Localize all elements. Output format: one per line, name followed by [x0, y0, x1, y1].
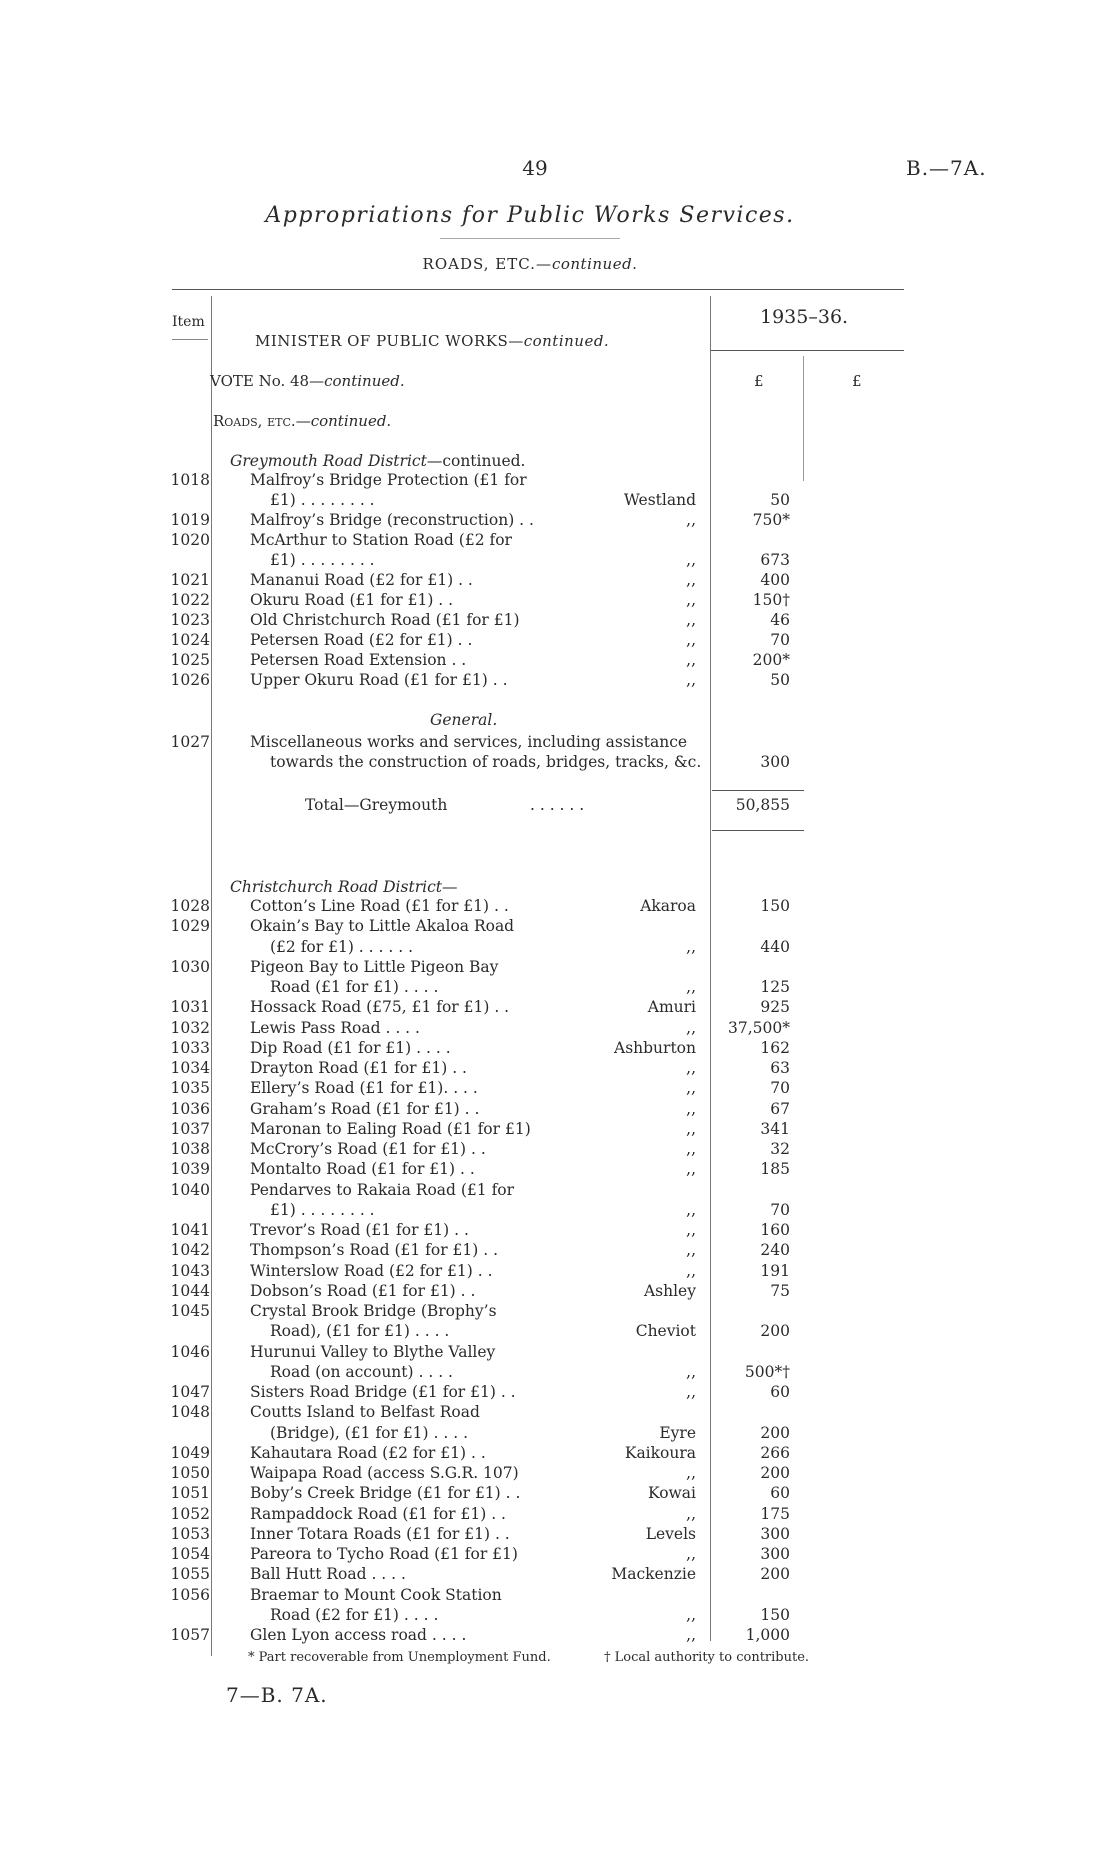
- item-description: Winterslow Road (£2 for £1) . .: [250, 1261, 493, 1280]
- table-row: [0, 571, 1114, 591]
- amount: 200: [760, 1464, 790, 1482]
- roads-heading: [213, 412, 391, 430]
- total-label: Total—Greymouth: [305, 796, 448, 814]
- amount: 341: [760, 1119, 790, 1138]
- item-number: 1057: [170, 1626, 210, 1644]
- amount: 32: [770, 1140, 790, 1158]
- item-number: 1051: [170, 1484, 210, 1503]
- amount: 70: [770, 1200, 790, 1219]
- district-name: ,,: [686, 1119, 696, 1138]
- table-row: [0, 1241, 1114, 1261]
- table-row: [0, 1545, 1114, 1565]
- item-number: 1038: [170, 1140, 210, 1158]
- amount: 266: [760, 1443, 790, 1462]
- item-number: 1041: [170, 1221, 210, 1239]
- item-number: 1035: [170, 1079, 210, 1098]
- greymouth-heading-rest: —continued.: [426, 452, 526, 470]
- item-description: (£2 for £1) . . . . . .: [270, 937, 413, 956]
- vote-main: VOTE No. 48—: [210, 372, 325, 390]
- page-subtitle: [0, 255, 1060, 273]
- vote-italic: continued.: [324, 372, 405, 390]
- district-name: ,,: [686, 1504, 696, 1523]
- district-name: ,,: [686, 1160, 696, 1179]
- item-number: 1040: [170, 1180, 210, 1199]
- amount: 191: [760, 1261, 790, 1280]
- district-name: ,,: [686, 571, 696, 589]
- table-row: [0, 1403, 1114, 1423]
- amount: 200*: [752, 651, 790, 669]
- item-number: 1029: [170, 917, 210, 936]
- table-row: [0, 917, 1114, 937]
- table-row: [0, 958, 1114, 978]
- christchurch-heading: Christchurch Road District—: [230, 878, 458, 896]
- item-description: Old Christchurch Road (£1 for £1): [250, 611, 520, 629]
- item-description: Road (£2 for £1) . . . .: [270, 1605, 439, 1624]
- item-description: Road (£1 for £1) . . . .: [270, 978, 439, 996]
- total-bottom-rule: [712, 830, 804, 831]
- district-name: ,,: [686, 651, 696, 669]
- amount: 50: [770, 671, 790, 689]
- item-description: Boby’s Creek Bridge (£1 for £1) . .: [250, 1484, 521, 1503]
- table-row: [0, 1525, 1114, 1545]
- item-number: 1018: [170, 471, 210, 489]
- table-row: [0, 1039, 1114, 1059]
- district-name: ,,: [686, 1099, 696, 1118]
- district-name: Westland: [623, 491, 696, 509]
- item-description: Petersen Road (£2 for £1) . .: [250, 631, 473, 649]
- table-row: [0, 511, 1114, 531]
- item-number: 1042: [170, 1241, 210, 1260]
- item-description: Kahautara Road (£2 for £1) . .: [250, 1443, 486, 1462]
- item-number: 1023: [170, 611, 210, 629]
- item-description: Montalto Road (£1 for £1) . .: [250, 1160, 475, 1179]
- item-description: Thompson’s Road (£1 for £1) . .: [250, 1241, 499, 1260]
- item-description: Glen Lyon access road . . . .: [250, 1626, 467, 1644]
- table-row: [0, 591, 1114, 611]
- district-name: ,,: [686, 1545, 696, 1563]
- general-description-line1: Miscellaneous works and services, including assistance: [250, 733, 688, 751]
- total-row: [0, 796, 1114, 816]
- item-number: 1025: [170, 651, 210, 669]
- item-number: 1047: [170, 1383, 210, 1401]
- item-number: 1024: [170, 631, 210, 649]
- item-description: Road (on account) . . . .: [270, 1362, 453, 1381]
- district-name: Amuri: [647, 998, 696, 1017]
- item-description: (Bridge), (£1 for £1) . . . .: [270, 1423, 469, 1442]
- item-description: Sisters Road Bridge (£1 for £1) . .: [250, 1383, 516, 1401]
- item-description: Drayton Road (£1 for £1) . .: [250, 1059, 467, 1077]
- table-row: [0, 1565, 1114, 1585]
- page-title: Appropriations for Public Works Services.: [265, 203, 795, 228]
- district-name: ,,: [686, 1059, 696, 1077]
- item-description: Ball Hutt Road . . . .: [250, 1565, 406, 1584]
- table-row: [0, 1606, 1114, 1626]
- item-description: Lewis Pass Road . . . .: [250, 1018, 420, 1037]
- district-name: ,,: [686, 1261, 696, 1280]
- district-name: ,,: [686, 551, 696, 569]
- table-row: [0, 1282, 1114, 1302]
- table-row: [0, 1181, 1114, 1201]
- item-description: Trevor’s Road (£1 for £1) . .: [250, 1221, 469, 1239]
- item-number: 1022: [170, 591, 210, 609]
- year-underline: [711, 350, 904, 351]
- item-description: Hurunui Valley to Blythe Valley: [250, 1342, 496, 1361]
- minister-heading: [255, 332, 609, 350]
- footnote-star: * Part recoverable from Unemployment Fund.: [248, 1650, 551, 1665]
- item-description: Inner Totara Roads (£1 for £1) . .: [250, 1524, 510, 1543]
- amount: 67: [770, 1099, 790, 1118]
- district-name: Cheviot: [635, 1322, 696, 1341]
- district-name: ,,: [686, 1140, 696, 1158]
- item-description: Crystal Brook Bridge (Brophy’s: [250, 1302, 497, 1320]
- district-name: Kaikoura: [624, 1443, 696, 1462]
- general-description-line2: towards the construction of roads, bridges, tracks, &c.: [270, 753, 702, 771]
- general-amount: 300: [760, 753, 790, 771]
- table-row: [0, 1221, 1114, 1241]
- amount: 440: [760, 937, 790, 956]
- general-row: [0, 733, 1114, 753]
- amount: 500*†: [744, 1362, 790, 1381]
- pound-symbol-right: £: [852, 372, 862, 390]
- table-row: [0, 651, 1114, 671]
- item-description: Dobson’s Road (£1 for £1) . .: [250, 1281, 476, 1300]
- amount: 50: [770, 491, 790, 509]
- amount: 673: [760, 551, 790, 569]
- amount: 1,000: [745, 1626, 790, 1644]
- amount: 150: [760, 897, 790, 915]
- district-name: ,,: [686, 1079, 696, 1098]
- footnote-dagger: † Local authority to contribute.: [604, 1650, 810, 1665]
- item-number: 1053: [170, 1524, 210, 1543]
- item-description: Cotton’s Line Road (£1 for £1) . .: [250, 897, 509, 915]
- item-description: £1) . . . . . . . .: [270, 551, 375, 569]
- table-row: [0, 1019, 1114, 1039]
- table-row: [0, 551, 1114, 571]
- district-name: ,,: [686, 1626, 696, 1644]
- table-row: [0, 1160, 1114, 1180]
- item-description: Dip Road (£1 for £1) . . . .: [250, 1038, 451, 1057]
- page-number: 49: [522, 156, 548, 180]
- table-row: [0, 1322, 1114, 1342]
- district-name: ,,: [686, 1362, 696, 1381]
- amount: 160: [760, 1221, 790, 1239]
- table-top-rule: [172, 289, 904, 290]
- amount: 60: [770, 1383, 790, 1401]
- item-number: 1037: [170, 1119, 210, 1138]
- table-row: [0, 1120, 1114, 1140]
- item-description: Coutts Island to Belfast Road: [250, 1403, 480, 1422]
- item-number: 1046: [170, 1342, 210, 1361]
- district-name: Kowai: [648, 1484, 696, 1503]
- item-number: 1049: [170, 1443, 210, 1462]
- amount-column-mid-divider: [803, 356, 804, 481]
- item-number: 1033: [170, 1038, 210, 1057]
- amount: 240: [760, 1241, 790, 1260]
- amount: 162: [760, 1038, 790, 1057]
- item-number: 1044: [170, 1281, 210, 1300]
- item-number: 1048: [170, 1403, 210, 1422]
- table-row: [0, 1383, 1114, 1403]
- table-row: [0, 1100, 1114, 1120]
- district-name: ,,: [686, 511, 696, 529]
- amount: 300: [760, 1545, 790, 1563]
- district-name: ,,: [686, 1221, 696, 1239]
- item-description: Malfroy’s Bridge Protection (£1 for: [250, 471, 527, 489]
- total-dots: . . . . . .: [530, 796, 585, 814]
- roads-italic: continued.: [310, 412, 392, 430]
- amount: 200: [760, 1565, 790, 1584]
- item-description: Pendarves to Rakaia Road (£1 for: [250, 1180, 515, 1199]
- district-name: ,,: [686, 611, 696, 629]
- district-name: ,,: [686, 1200, 696, 1219]
- greymouth-heading-italic: Greymouth Road District: [230, 452, 427, 470]
- item-description: Petersen Road Extension . .: [250, 651, 467, 669]
- district-name: Akaroa: [640, 897, 696, 915]
- table-row: [0, 1059, 1114, 1079]
- district-name: Eyre: [659, 1423, 696, 1442]
- item-description: Braemar to Mount Cook Station: [250, 1585, 502, 1604]
- item-description: Rampaddock Road (£1 for £1) . .: [250, 1504, 506, 1523]
- district-name: Levels: [645, 1524, 696, 1543]
- district-name: ,,: [686, 978, 696, 996]
- item-number: 1020: [170, 531, 210, 549]
- item-number: 1030: [170, 957, 210, 976]
- general-row-continued: [0, 753, 1114, 773]
- year-column-header: 1935–36.: [760, 306, 849, 328]
- table-row: [0, 471, 1114, 491]
- amount: 63: [770, 1059, 790, 1077]
- item-description: McArthur to Station Road (£2 for: [250, 531, 512, 549]
- item-description: Road), (£1 for £1) . . . .: [270, 1322, 450, 1341]
- district-name: Ashley: [643, 1281, 696, 1300]
- item-description: Graham’s Road (£1 for £1) . .: [250, 1099, 480, 1118]
- amount: 150: [760, 1605, 790, 1624]
- amount: 70: [770, 1079, 790, 1098]
- table-row: [0, 978, 1114, 998]
- item-number: 1026: [170, 671, 210, 689]
- item-number: 1032: [170, 1018, 210, 1037]
- amount: 200: [760, 1322, 790, 1341]
- district-name: ,,: [686, 671, 696, 689]
- amount: 60: [770, 1484, 790, 1503]
- district-name: ,,: [686, 1464, 696, 1482]
- table-row: [0, 1079, 1114, 1099]
- amount: 70: [770, 631, 790, 649]
- amount: 400: [760, 571, 790, 589]
- item-number: 1021: [170, 571, 210, 589]
- item-number: 1052: [170, 1504, 210, 1523]
- district-name: ,,: [686, 1383, 696, 1401]
- item-number: 1045: [170, 1302, 210, 1320]
- table-row: [0, 491, 1114, 511]
- district-name: ,,: [686, 591, 696, 609]
- item-description: Mananui Road (£2 for £1) . .: [250, 571, 473, 589]
- subtitle-italic: continued.: [551, 255, 638, 273]
- minister-main: MINISTER OF PUBLIC WORKS—: [255, 332, 524, 350]
- table-row: [0, 611, 1114, 631]
- table-row: [0, 1484, 1114, 1504]
- amount: 37,500*: [728, 1018, 790, 1037]
- district-name: ,,: [686, 1241, 696, 1260]
- item-description: Pareora to Tycho Road (£1 for £1): [250, 1545, 518, 1563]
- item-number: 1034: [170, 1059, 210, 1077]
- amount: 125: [760, 978, 790, 996]
- pound-symbol-left: £: [754, 372, 764, 390]
- item-underline: [172, 339, 208, 340]
- amount: 75: [770, 1281, 790, 1300]
- amount: 175: [760, 1504, 790, 1523]
- table-row: [0, 1586, 1114, 1606]
- item-number: 1036: [170, 1099, 210, 1118]
- item-description: £1) . . . . . . . .: [270, 491, 375, 509]
- amount: 925: [760, 998, 790, 1017]
- amount: 185: [760, 1160, 790, 1179]
- table-row: [0, 671, 1114, 691]
- district-name: Ashburton: [614, 1038, 696, 1057]
- table-row: [0, 998, 1114, 1018]
- item-description: Pigeon Bay to Little Pigeon Bay: [250, 957, 499, 976]
- item-description: Okuru Road (£1 for £1) . .: [250, 591, 454, 609]
- table-row: [0, 897, 1114, 917]
- table-row: [0, 631, 1114, 651]
- item-description: Upper Okuru Road (£1 for £1) . .: [250, 671, 508, 689]
- table-row: [0, 1302, 1114, 1322]
- item-number: 1056: [170, 1585, 210, 1604]
- item-number: 1050: [170, 1464, 210, 1482]
- item-description: Maronan to Ealing Road (£1 for £1): [250, 1119, 531, 1138]
- district-name: Mackenzie: [611, 1565, 696, 1584]
- amount: 200: [760, 1423, 790, 1442]
- item-number: 1055: [170, 1565, 210, 1584]
- minister-italic: continued.: [523, 332, 610, 350]
- table-row: [0, 1363, 1114, 1383]
- table-row: [0, 1626, 1114, 1646]
- amount: 46: [770, 611, 790, 629]
- table-row: [0, 1424, 1114, 1444]
- general-item-number: 1027: [170, 733, 210, 751]
- amount: 750*: [752, 511, 790, 529]
- table-row: [0, 1505, 1114, 1525]
- title-rule: [440, 238, 620, 239]
- vote-heading: [210, 372, 405, 390]
- total-amount: 50,855: [735, 796, 790, 814]
- item-description: Waipapa Road (access S.G.R. 107): [250, 1464, 519, 1482]
- table-row: [0, 938, 1114, 958]
- table-row: [0, 1343, 1114, 1363]
- item-number: 1039: [170, 1160, 210, 1179]
- total-top-rule: [712, 790, 804, 791]
- item-column-header: Item: [172, 314, 205, 330]
- item-description: Ellery’s Road (£1 for £1). . . .: [250, 1079, 478, 1098]
- amount: 150†: [752, 591, 790, 609]
- subtitle-main: ROADS, ETC.—: [422, 255, 552, 273]
- table-row: [0, 1444, 1114, 1464]
- item-number: 1031: [170, 998, 210, 1017]
- signature-mark: 7—B. 7A.: [226, 1683, 328, 1707]
- general-heading: General.: [430, 711, 498, 729]
- item-description: £1) . . . . . . . .: [270, 1200, 375, 1219]
- item-description: McCrory’s Road (£1 for £1) . .: [250, 1140, 486, 1158]
- greymouth-heading: [230, 452, 525, 470]
- document-reference: B.—7A.: [906, 156, 987, 180]
- item-description: Hossack Road (£75, £1 for £1) . .: [250, 998, 510, 1017]
- item-number: 1019: [170, 511, 210, 529]
- amount: 300: [760, 1524, 790, 1543]
- table-row: [0, 531, 1114, 551]
- district-name: ,,: [686, 1605, 696, 1624]
- item-number: 1054: [170, 1545, 210, 1563]
- table-row: [0, 1262, 1114, 1282]
- item-number: 1028: [170, 897, 210, 915]
- district-name: ,,: [686, 937, 696, 956]
- district-name: ,,: [686, 1018, 696, 1037]
- item-description: Okain’s Bay to Little Akaloa Road: [250, 917, 515, 936]
- table-row: [0, 1464, 1114, 1484]
- table-row: [0, 1140, 1114, 1160]
- roads-main: Roads, etc.—: [213, 412, 311, 430]
- item-description: Malfroy’s Bridge (reconstruction) . .: [250, 511, 534, 529]
- item-number: 1043: [170, 1261, 210, 1280]
- table-row: [0, 1201, 1114, 1221]
- district-name: ,,: [686, 631, 696, 649]
